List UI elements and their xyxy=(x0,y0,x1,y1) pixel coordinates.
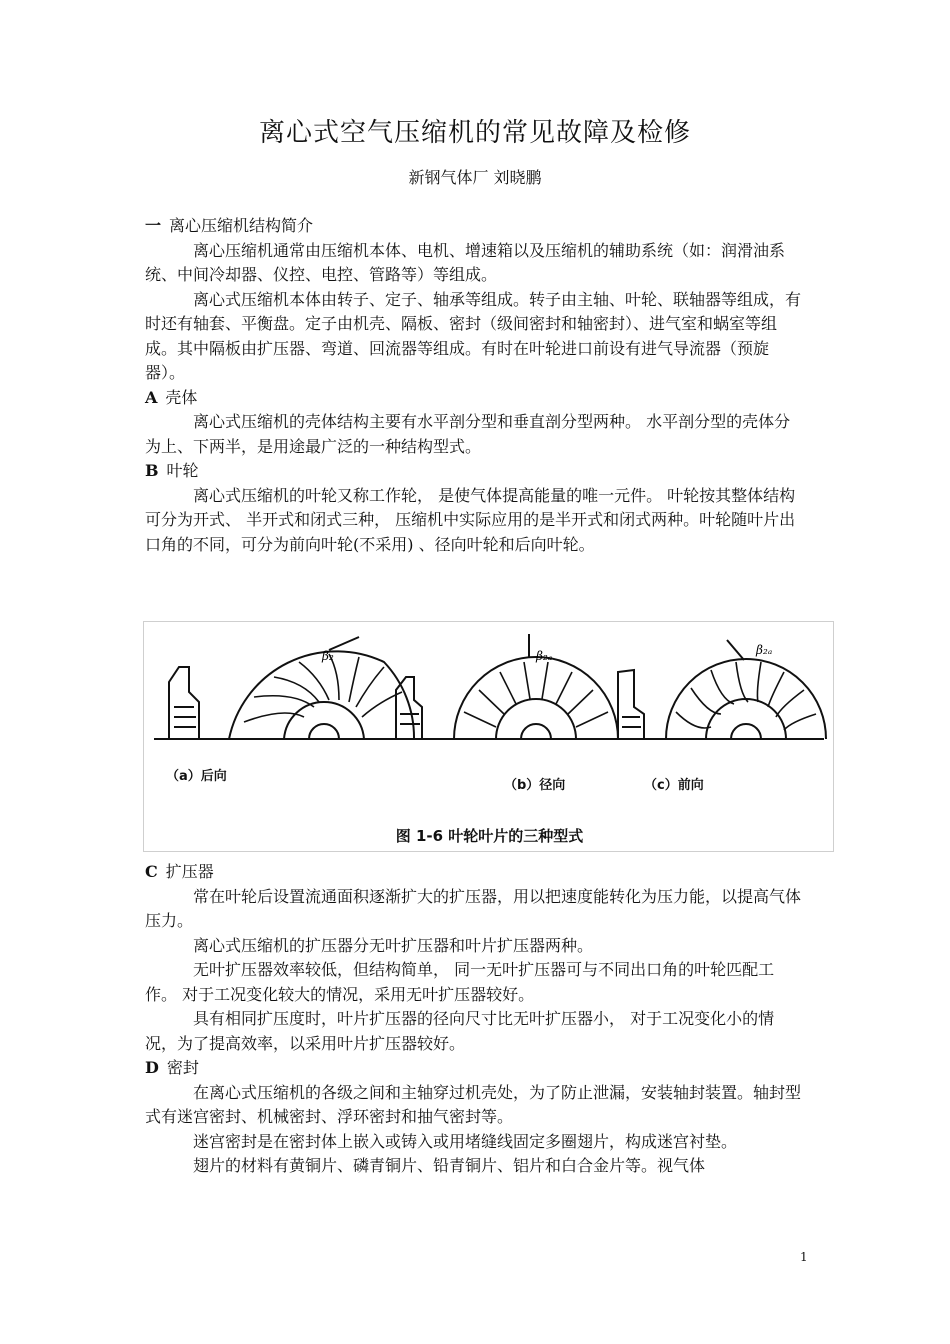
section-heading xyxy=(145,214,805,239)
section-heading-text: 密封 xyxy=(166,1058,199,1077)
page-number: 1 xyxy=(800,1250,808,1264)
impeller-diagram xyxy=(144,622,835,853)
document-title: 离心式空气压缩机的常见故障及检修 xyxy=(258,118,691,148)
figure-label-a: （a）后向 xyxy=(166,769,227,784)
section-heading-text: 壳体 xyxy=(165,387,198,407)
document-author: 新钢气体厂 刘晓鹏 xyxy=(408,168,542,187)
paragraph: 离心压缩机通常由压缩机本体、电机、增速箱以及压缩机的辅助系统（如：润滑油系统、中间冷却器、仪控、电控、管路等）等组成。 xyxy=(145,240,786,284)
angle-label-b: β₂ₐ xyxy=(536,649,553,663)
section-heading xyxy=(145,1056,805,1081)
casing-section-a xyxy=(169,667,199,739)
section-heading-text: 叶轮 xyxy=(166,461,199,480)
paragraph: 离心式压缩机的壳体结构主要有水平剖分型和垂直剖分型两种。 水平剖分型的壳体分为上、下两半，是用途最广泛的一种结构型式。 xyxy=(145,412,791,456)
angle-label-a: β₂ xyxy=(322,649,334,663)
paragraph: 具有相同扩压度时，叶片扩压器的径向尺寸比无叶扩压器小， 对于工况变化小的情况，为了提高效率，以采用叶片扩压器较好。 xyxy=(145,1009,775,1053)
paragraph: 离心式压缩机的叶轮又称工作轮， 是使气体提高能量的唯一元件。 叶轮按其整体结构可分为开式、 半开式和闭式三种， 压缩机中实际应用的是半开式和闭式两种。叶轮随叶片出口角的不同，可分为前向叶轮(不采用) 、径向叶轮和后向叶轮。 xyxy=(145,485,796,554)
figure-label-c: （c）前向 xyxy=(644,778,704,793)
paragraph: 迷宫密封是在密封体上嵌入或铸入或用堵缝线固定多圈翅片，构成迷宫衬垫。 xyxy=(193,1131,738,1151)
figure-caption: 图 1-6 叶轮叶片的三种型式 xyxy=(395,827,584,845)
section-heading-label: D xyxy=(145,1058,159,1077)
impeller-a xyxy=(229,651,414,739)
section-heading xyxy=(145,386,805,411)
paragraph: 离心式压缩机的扩压器分无叶扩压器和叶片扩压器两种。 xyxy=(193,935,594,955)
section-heading-label: C xyxy=(145,862,158,881)
section-heading-text: 扩压器 xyxy=(165,862,214,881)
angle-label-c: β₂ₐ xyxy=(756,643,773,657)
paragraph: 翅片的材料有黄铜片、磷青铜片、铅青铜片、铝片和白合金片等。视气体 xyxy=(193,1156,706,1175)
body-text-top xyxy=(145,214,805,557)
figure-label-b: （b）径向 xyxy=(504,778,566,793)
section-heading-label: 一 xyxy=(145,216,162,235)
section-heading-label: A xyxy=(145,387,158,407)
casing-section-c xyxy=(618,670,644,739)
section-heading-label: B xyxy=(145,461,159,480)
paragraph: 常在叶轮后设置流通面积逐渐扩大的扩压器，用以把速度能转化为压力能，以提高气体压力。 xyxy=(145,886,802,930)
section-heading xyxy=(145,459,805,484)
body-text-bottom xyxy=(145,860,805,1179)
impeller-figure xyxy=(143,621,834,852)
paragraph: 离心式压缩机本体由转子、定子、轴承等组成。转子由主轴、叶轮、联轴器等组成，有时还有轴套、平衡盘。定子由机壳、隔板、密封（级间密封和轴密封）、进气室和蜗室等组成。其中隔板由扩压器、弯道、回流器等组成。有时在叶轮进口前设有进气导流器（预旋器）。 xyxy=(145,289,802,382)
paragraph: 无叶扩压器效率较低，但结构简单， 同一无叶扩压器可与不同出口角的叶轮匹配工作。 对于工况变化较大的情况，采用无叶扩压器较好。 xyxy=(145,960,775,1004)
section-heading xyxy=(145,860,805,885)
paragraph: 在离心式压缩机的各级之间和主轴穿过机壳处，为了防止泄漏，安装轴封装置。轴封型式有迷宫密封、机械密封、浮环密封和抽气密封等。 xyxy=(145,1082,802,1126)
section-heading-text: 离心压缩机结构简介 xyxy=(169,216,314,235)
